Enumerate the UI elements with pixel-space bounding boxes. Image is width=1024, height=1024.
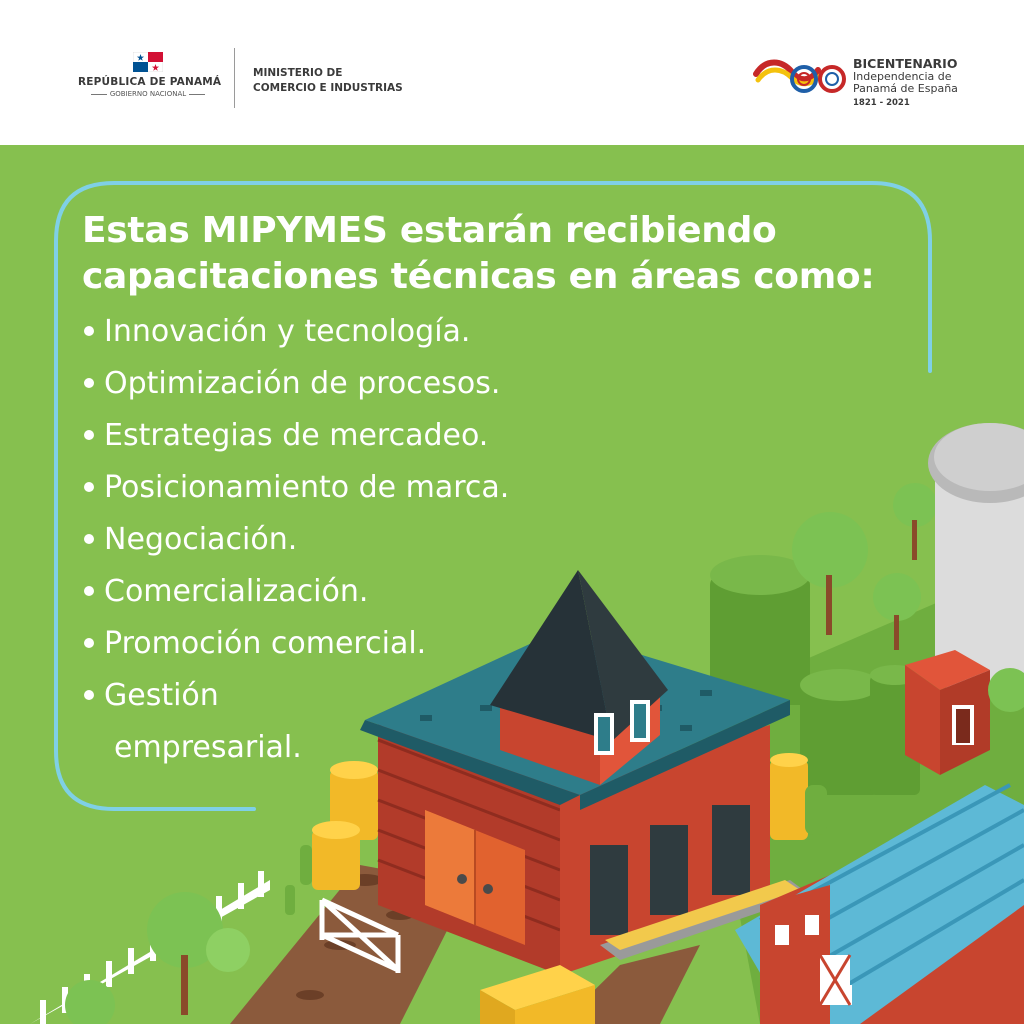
bullet-icon xyxy=(84,378,94,388)
bicentennial-line2: Panamá de España xyxy=(853,82,958,95)
list-item: Optimización de procesos. xyxy=(84,358,509,410)
bicentennial-title: BICENTENARIO xyxy=(853,56,958,71)
republic-title: REPÚBLICA DE PANAMÁ xyxy=(78,76,222,88)
bicentennial-years: 1821 - 2021 xyxy=(853,98,910,108)
list-item: Comercialización. xyxy=(84,566,509,618)
ministry-name: MINISTERIO DE COMERCIO E INDUSTRIAS xyxy=(253,67,403,94)
main-heading xyxy=(82,208,874,300)
list-item: Gestión xyxy=(84,670,509,722)
list-item: Posicionamiento de marca. xyxy=(84,462,509,514)
list-item: Negociación. xyxy=(84,514,509,566)
bullet-icon xyxy=(84,690,94,700)
list-item: Estrategias de mercadeo. xyxy=(84,410,509,462)
bullet-icon xyxy=(84,326,94,336)
bullet-icon xyxy=(84,482,94,492)
list-item-continuation: empresarial. xyxy=(114,730,302,765)
list-item: Promoción comercial. xyxy=(84,618,509,670)
republic-logo-block xyxy=(78,52,222,98)
bicentennial-logo-icon xyxy=(752,52,850,98)
bullet-icon xyxy=(84,534,94,544)
bicentennial-line1: Independencia de xyxy=(853,70,952,83)
bicentennial-text xyxy=(853,57,958,108)
bullet-icon xyxy=(84,638,94,648)
panama-flag-icon xyxy=(133,52,163,72)
bullet-icon xyxy=(84,586,94,596)
header-divider xyxy=(234,48,235,108)
header xyxy=(0,0,1024,145)
heading-line-1: Estas MIPYMES estarán recibiendo xyxy=(82,210,777,251)
hay-bale xyxy=(480,965,595,1024)
heading-line-2: capacitaciones técnicas en áreas como: xyxy=(82,256,875,297)
list-item: Innovación y tecnología. xyxy=(84,306,509,358)
bullet-icon xyxy=(84,430,94,440)
training-areas-list xyxy=(84,306,509,774)
government-subtitle: GOBIERNO NACIONAL xyxy=(78,90,218,98)
